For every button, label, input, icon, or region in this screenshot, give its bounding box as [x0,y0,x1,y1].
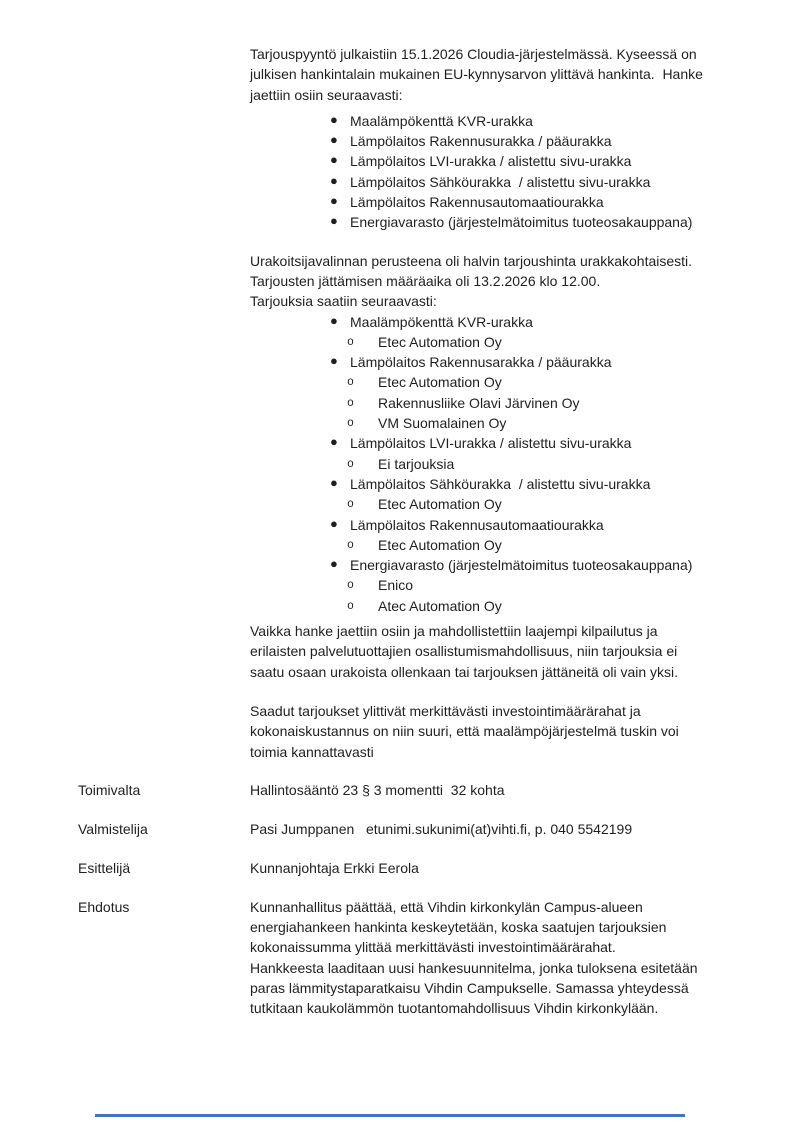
text-line: saatu osaan urakoista ollenkaan tai tarjouksen jättäneitä oli vain yksi. [250,663,679,680]
list-item-label: Energiavarasto (järjestelmätoimitus tuoteosakauppana) [350,214,693,231]
sub-list-item [250,413,770,433]
list-item [250,352,770,372]
list-item [250,212,770,232]
list-item-label: Lämpölaitos Rakennusautomaatiourakka [350,194,604,211]
list-item [250,131,770,151]
text-line: erilaisten palvelutuottajien osallistumismahdollisuus, niin tarjouksia ei [250,643,678,660]
field-value [250,897,770,1019]
list-item [250,151,770,171]
text-line: tutkitaan kaukolämmön tuotantomahdollisuus Vihdin kirkonkylään. [250,1000,659,1017]
text-line: Kunnanjohtaja Erkki Eerola [250,859,419,876]
text-line: Hankkeesta laaditaan uusi hankesuunnitelma, jonka tuloksena esitetään [250,959,698,976]
list-item [250,172,770,192]
bullet-icon: ● [330,193,338,209]
field-row-esittelij [78,858,770,878]
list-item-label: Etec Automation Oy [378,333,502,350]
sub-list-item [250,494,770,514]
text-line: Urakoitsijavalinnan perusteena oli halvin tarjoushinta urakkakohtaisesti. [250,252,693,269]
circle-bullet-icon: o [347,457,354,471]
list-item-label: VM Suomalainen Oy [378,415,507,432]
list-item-label: Maalämpökenttä KVR-urakka [350,313,533,330]
field-row-valmistelija [78,819,770,839]
text-line: kokonaiskustannus on niin suuri, että maalämpöjärjestelmä tuskin voi [250,723,679,740]
text-line: Tarjouspyyntö julkaistiin 15.1.2026 Cloudia-järjestelmässä. Kyseessä on [250,46,697,62]
bullet-icon: ● [330,132,338,148]
circle-bullet-icon: o [347,396,354,410]
list-item-label: Etec Automation Oy [378,374,502,391]
list-item-label: Rakennusliike Olavi Järvinen Oy [378,394,580,411]
circle-bullet-icon: o [347,498,354,512]
offers-nested-list [250,312,770,616]
list-item-label: Maalämpökenttä KVR-urakka [350,112,533,129]
list-item-label: Lämpölaitos Sähköurakka / alistettu sivu-urakka [350,475,651,492]
text-line: Kunnanhallitus päättää, että Vihdin kirkonkylän Campus-alueen [250,898,643,915]
list-item-label: Atec Automation Oy [378,597,502,614]
bullet-icon: ● [330,434,338,450]
field-value [250,819,770,839]
spacer [250,233,770,251]
text-line: Tarjousten jättämisen määräaika oli 13.2.2026 klo 12.00. [250,272,601,289]
list-item [250,515,770,535]
field-label: Ehdotus [78,898,130,915]
circle-bullet-icon: o [347,376,354,390]
circle-bullet-icon: o [347,579,354,593]
field-label: Valmistelija [78,820,148,837]
list-item-label: Lämpölaitos Rakennusautomaatiourakka [350,516,604,533]
text-line: Saadut tarjoukset ylittivät merkittävästi investointimäärärahat ja [250,702,641,719]
field-value [250,780,770,800]
list-item [250,555,770,575]
list-item [250,111,770,131]
paragraph-intro [250,44,770,105]
list-item [250,433,770,453]
circle-bullet-icon: o [347,417,354,431]
paragraph-competition-result [250,621,770,682]
text-line: julkisen hankintalain mukainen EU-kynnysarvon ylittävä hankinta. Hanke [250,66,703,83]
list-item [250,312,770,332]
list-item-label: Lämpölaitos Rakennusarakka / pääurakka [350,354,612,371]
field-value [250,858,770,878]
text-line: Vaikka hanke jaettiin osiin ja mahdollistettiin laajempi kilpailutus ja [250,623,658,640]
sub-list-item [250,596,770,616]
document-body [78,44,770,1037]
field-label: Esittelijä [78,859,131,876]
bullet-icon: ● [330,312,338,328]
list-item-label: Etec Automation Oy [378,536,502,553]
text-line: energiahankeen hankinta keskeytetään, koska saatujen tarjouksien [250,919,667,936]
text-line: Hallintosääntö 23 § 3 momentti 32 kohta [250,781,505,798]
sub-list-item [250,454,770,474]
sub-list-item [250,372,770,392]
bullet-icon: ● [330,515,338,531]
list-item-label: Etec Automation Oy [378,496,502,513]
bullet-icon: ● [330,353,338,369]
field-label: Toimivalta [78,781,141,798]
text-line: toimia kannattavasti [250,743,374,760]
list-item-label: Lämpölaitos Sähköurakka / alistettu sivu-urakka [350,173,651,190]
spacer [250,762,770,780]
circle-bullet-icon: o [347,335,354,349]
list-item-label: Ei tarjouksia [378,455,455,472]
bullet-icon: ● [330,172,338,188]
footer-rule [95,1114,685,1117]
bullet-icon: ● [330,152,338,168]
text-line: paras lämmitystaparatkaisu Vihdin Campukselle. Samassa yhteydessä [250,979,689,996]
paragraph-cost-conclusion [250,701,770,762]
bullet-icon: ● [330,111,338,127]
list-item-label: Lämpölaitos LVI-urakka / alistettu sivu-urakka [350,153,632,170]
field-row-ehdotus [78,897,770,1019]
field-row-toimivalta [78,780,770,800]
sub-list-item [250,332,770,352]
spacer [250,682,770,701]
text-line: Pasi Jumppanen etunimi.sukunimi(at)vihti.fi, p. 040 5542199 [250,820,633,837]
sub-list-item [250,393,770,413]
field-rows [78,780,770,1019]
sub-list-item [250,575,770,595]
sub-list-item [250,535,770,555]
bullet-icon: ● [330,213,338,229]
text-line: kokonaissumma ylittää merkittävästi investointimäärärahat. [250,939,616,956]
circle-bullet-icon: o [347,599,354,613]
list-item-label: Lämpölaitos LVI-urakka / alistettu sivu-urakka [350,435,632,452]
list-item-label: Energiavarasto (järjestelmätoimitus tuoteosakauppana) [350,557,693,574]
list-item-label: Lämpölaitos Rakennusurakka / pääurakka [350,133,612,150]
text-line: jaettiin osiin seuraavasti: [250,86,403,103]
circle-bullet-icon: o [347,538,354,552]
text-line: Tarjouksia saatiin seuraavasti: [250,293,437,310]
list-item [250,192,770,212]
bullet-icon: ● [330,556,338,572]
list-item-label: Enico [378,577,414,594]
paragraph-tender-basis [250,251,770,312]
bullet-icon: ● [330,474,338,490]
list-item [250,474,770,494]
parts-bullet-list [250,111,770,233]
